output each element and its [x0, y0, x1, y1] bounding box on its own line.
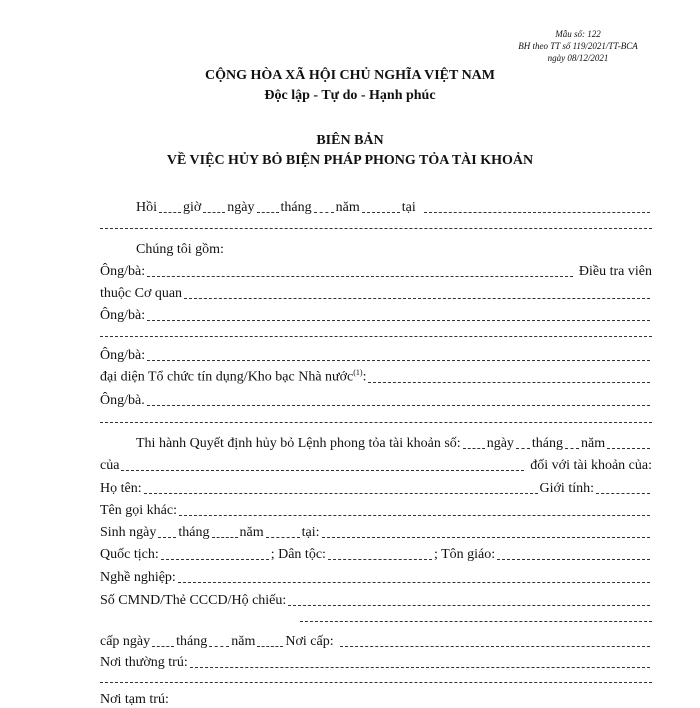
label-ten-goi-khac: Tên gọi khác: [100, 503, 177, 518]
label-sinh-ngay: Sinh ngày [100, 525, 157, 540]
occupation-row [100, 566, 652, 586]
label-doi-voi: đối với tài khoản của: [530, 458, 652, 473]
label-thang: tháng [531, 436, 564, 451]
birth-row [100, 521, 652, 541]
label-thuoc-co-quan: thuộc Cơ quan [100, 286, 183, 301]
form-number-line: ngày 08/12/2021 [547, 53, 609, 63]
blank-line[interactable] [152, 646, 174, 647]
time-place-row [100, 196, 652, 216]
label-ngay: ngày [486, 436, 514, 451]
blank-line[interactable] [257, 212, 279, 213]
label-dan-toc: ; Dân tộc: [270, 547, 326, 562]
label-gioi-tinh: Giới tính: [539, 481, 594, 496]
blank-line[interactable] [190, 667, 650, 668]
blank-line[interactable] [596, 493, 650, 494]
issuer-row [100, 454, 652, 474]
label-noi-tam-tru: Nơi tạm trú: [100, 692, 169, 707]
form-number [510, 28, 646, 64]
blank-line[interactable] [266, 537, 300, 538]
label-cap-ngay: cấp ngày [100, 634, 151, 649]
id-number-row [100, 589, 652, 609]
label-nghe-nghiep: Nghề nghiệp: [100, 570, 176, 585]
label-thang: tháng [176, 634, 208, 649]
blank-line[interactable] [516, 448, 530, 449]
document-title: BIÊN BẢN [316, 133, 384, 148]
blank-line[interactable] [100, 336, 652, 337]
temporary-address-row [100, 688, 652, 708]
blank-line[interactable] [209, 646, 229, 647]
blank-line[interactable] [565, 448, 579, 449]
blank-line[interactable] [368, 382, 650, 383]
label-nam: năm [231, 634, 256, 649]
label-tai: tại [301, 525, 316, 540]
label-nam: năm [335, 200, 360, 215]
blank-line[interactable] [300, 621, 652, 622]
form-number-line: BH theo TT số 119/2021/TT-BCA [518, 41, 638, 51]
blank-line[interactable] [362, 212, 400, 213]
blank-line[interactable] [147, 360, 650, 361]
blank-line[interactable] [340, 646, 650, 647]
label-ong-ba: Ông/bà: [100, 348, 146, 363]
label-ong-ba: Ông/bà. [100, 393, 145, 408]
national-title: CỘNG HÒA XÃ HỘI CHỦ NGHĨA VIỆT NAM [204, 68, 495, 83]
issue-row [100, 630, 652, 650]
label-quoc-tich: Quốc tịch: [100, 547, 159, 562]
label-tai: tại [401, 200, 416, 215]
blank-line[interactable] [121, 470, 524, 471]
name-row [100, 477, 652, 497]
blank-line[interactable] [184, 298, 650, 299]
label-so-cmnd: Số CMND/Thẻ CCCD/Hộ chiếu: [100, 593, 287, 608]
permanent-address-row [100, 651, 652, 671]
label-noi-thuong-tru: Nơi thường trú: [100, 655, 188, 670]
label-ton-giao: ; Tôn giáo: [433, 547, 496, 562]
blank-line[interactable] [203, 212, 225, 213]
agency-row [100, 282, 652, 302]
label-noi-cap: Nơi cấp: [285, 634, 334, 649]
blank-line[interactable] [314, 212, 334, 213]
colon: : [362, 370, 367, 385]
blank-line[interactable] [158, 537, 176, 538]
label-dai-dien [100, 365, 366, 386]
blank-line[interactable] [144, 493, 538, 494]
blank-line[interactable] [100, 422, 652, 423]
document-subtitle: VỀ VIỆC HỦY BỎ BIỆN PHÁP PHONG TỎA TÀI KHOẢN [166, 153, 534, 168]
nationality-row [100, 543, 652, 563]
blank-line[interactable] [322, 537, 651, 538]
form-number-line: Mẫu số: 122 [555, 29, 601, 39]
blank-line[interactable] [607, 448, 650, 449]
national-motto: Độc lập - Tự do - Hạnh phúc [264, 88, 436, 103]
bank-rep-row [100, 366, 652, 386]
label-cua: của [100, 458, 120, 473]
label-ong-ba: Ông/bà: [100, 264, 146, 279]
blank-line[interactable] [497, 559, 650, 560]
label-nam: năm [239, 525, 264, 540]
blank-line[interactable] [212, 537, 238, 538]
label-ong-ba: Ông/bà: [100, 308, 146, 323]
decision-row [100, 432, 652, 452]
blank-line[interactable] [257, 646, 283, 647]
member-row-4 [100, 389, 652, 409]
member-row-2 [100, 304, 652, 324]
blank-line[interactable] [178, 582, 650, 583]
label-nam: năm [581, 436, 606, 451]
blank-line[interactable] [288, 605, 650, 606]
label-thi-hanh: Thi hành Quyết định hủy bỏ Lệnh phong tỏa tài khoản số: [136, 436, 461, 451]
label-ho-ten: Họ tên: [100, 481, 142, 496]
blank-line[interactable] [424, 212, 650, 213]
colon: : [315, 525, 320, 540]
label-dieu-tra-vien: Điều tra viên [578, 264, 652, 279]
blank-line[interactable] [179, 515, 650, 516]
blank-line[interactable] [147, 320, 650, 321]
blank-line[interactable] [328, 559, 432, 560]
members-intro-row [100, 238, 652, 258]
blank-line[interactable] [463, 448, 485, 449]
dai-dien-text: đại diện Tổ chức tín dụng/Kho bạc Nhà nước [100, 370, 354, 385]
member-row-3 [100, 344, 652, 364]
footnote-marker: (1) [353, 368, 363, 378]
blank-line[interactable] [159, 212, 181, 213]
investigator-row [100, 260, 652, 280]
blank-line[interactable] [147, 405, 650, 406]
blank-line[interactable] [147, 276, 573, 277]
label-gio: giờ [183, 200, 202, 215]
label-ngay: ngày [227, 200, 255, 215]
label-chung-toi: Chúng tôi gồm: [136, 242, 224, 257]
alias-row [100, 499, 652, 519]
label-thang: tháng [178, 525, 210, 540]
label-thang: tháng [280, 200, 312, 215]
blank-line[interactable] [100, 682, 652, 683]
blank-line[interactable] [100, 228, 652, 229]
label-hoi: Hồi [136, 200, 157, 215]
blank-line[interactable] [161, 559, 269, 560]
